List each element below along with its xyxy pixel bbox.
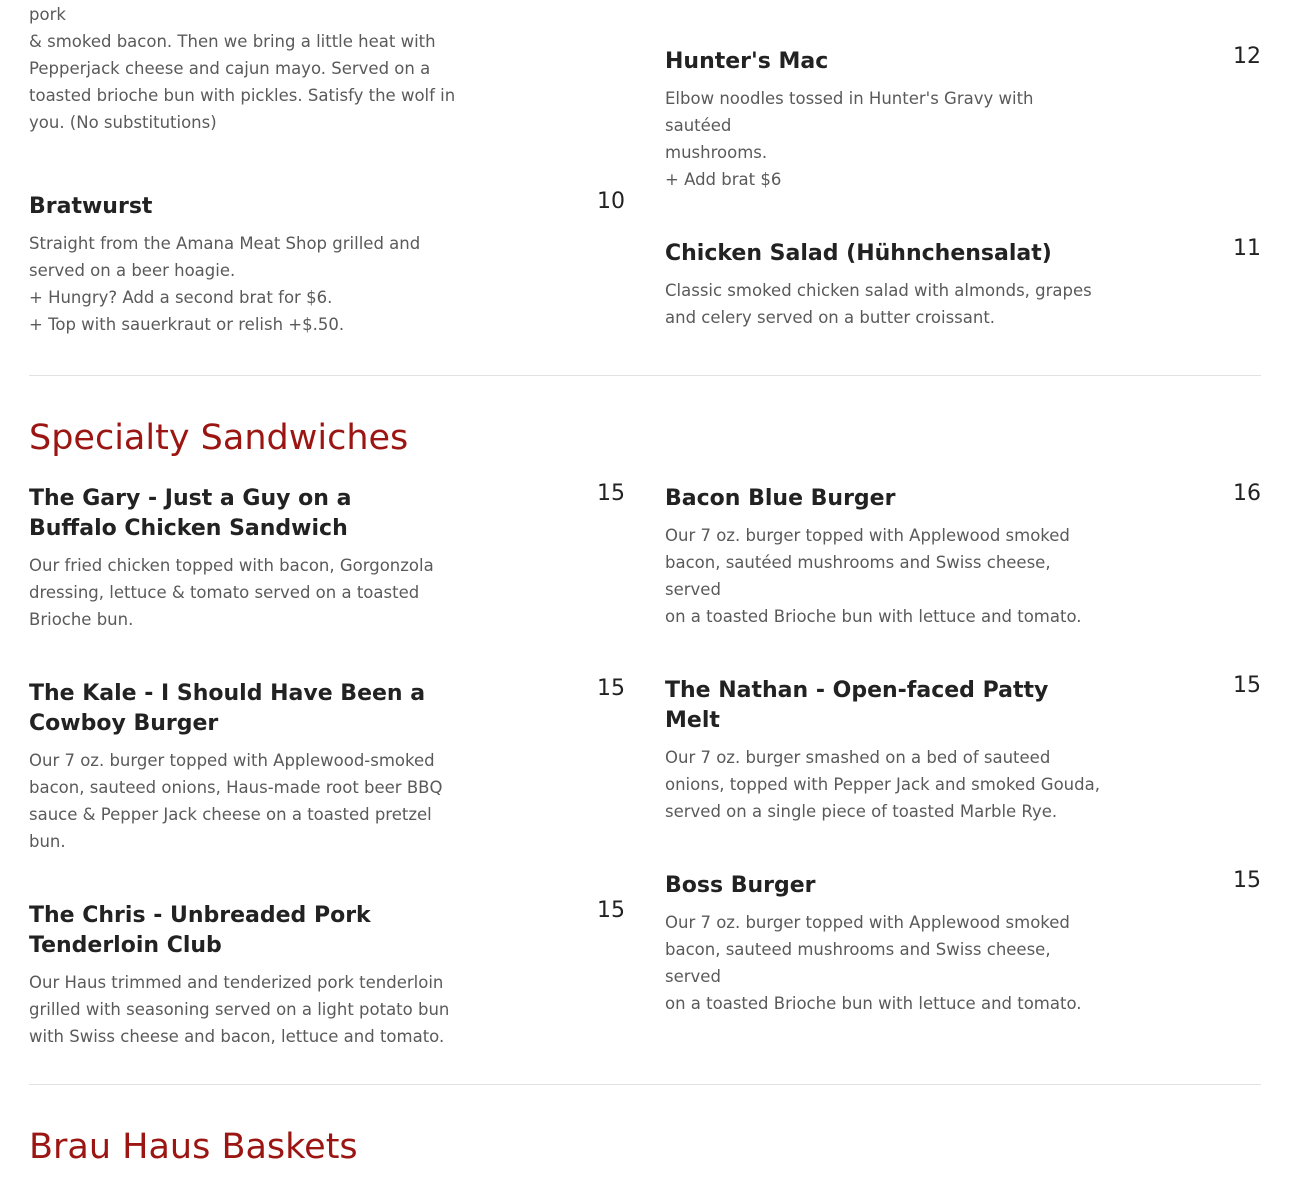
menu-item: [29, 189, 625, 338]
menu-item-description: Straight from the Amana Meat Shop grilled and served on a beer hoagie. + Hungry? Add a second brat for $6. + Top with sauerkraut or relish +$.50.: [29, 234, 421, 334]
menu-item-name: Hunter's Mac: [665, 49, 829, 74]
menu-item-name: The Chris - Unbreaded Pork Tenderloin Club: [29, 903, 371, 958]
menu-item: [29, 0, 625, 136]
menu-item-price: 12: [1233, 44, 1261, 69]
menu-item-description: Elbow noodles tossed in Hunter's Gravy with sautéed mushrooms. + Add brat $6: [665, 89, 1034, 189]
menu-item: [665, 0, 1261, 1]
menu-item-description: Our 7 oz. burger smashed on a bed of sauteed onions, topped with Pepper Jack and smoked Gouda, served on a single piece of toasted Marble Rye.: [665, 748, 1100, 821]
menu-item: [29, 676, 625, 855]
menu-item-name: The Nathan - Open-faced Patty Melt: [665, 678, 1049, 733]
menu-item-price: 15: [597, 481, 625, 506]
menu-column-right: [665, 481, 1261, 1063]
menu-item: [665, 481, 1261, 630]
sandwiches-section-continued: [29, 0, 1261, 334]
menu-column-left: [29, 481, 625, 1096]
menu-item-description: Classic smoked chicken salad with almonds, grapes and celery served on a butter croissant.: [665, 281, 1092, 327]
menu-item: [665, 868, 1261, 1017]
menu-item-description: [665, 0, 1101, 1]
section-title-brau-haus-baskets: Brau Haus Baskets: [29, 1127, 358, 1167]
menu-item-name: Bacon Blue Burger: [665, 486, 896, 511]
menu-item-description: Our 7 oz. burger topped with Applewood-smoked bacon, sauteed onions, Haus-made root beer BBQ sauce & Pepper Jack cheese on a toasted pretzel bun.: [29, 751, 443, 851]
menu-item-name: The Kale - I Should Have Been a Cowboy Burger: [29, 681, 426, 736]
menu-item-price: 15: [597, 898, 625, 923]
menu-item: [665, 236, 1261, 331]
menu-column-left: [29, 0, 625, 384]
menu-item-price: 11: [1233, 236, 1261, 261]
menu-item-description: Our fried chicken topped with bacon, Gorgonzola dressing, lettuce & tomato served on a toasted Brioche bun.: [29, 556, 434, 629]
section-divider: [29, 1084, 1261, 1085]
menu-column-right: [665, 0, 1261, 377]
menu-item-price: 15: [1233, 868, 1261, 893]
menu-item-description: pork & smoked bacon. Then we bring a little heat with Pepperjack cheese and cajun mayo. Served on a toasted brioche bun with pickles. Satisfy the wolf in you. (No substitutions): [29, 5, 456, 132]
menu-item-name: Boss Burger: [665, 873, 816, 898]
menu-item: [665, 44, 1261, 193]
section-title-specialty-sandwiches: Specialty Sandwiches: [29, 418, 409, 458]
section-divider: [29, 375, 1261, 376]
menu-item-name: Bratwurst: [29, 194, 153, 219]
menu-item-description: Our 7 oz. burger topped with Applewood smoked bacon, sautéed mushrooms and Swiss cheese, served on a toasted Brioche bun with lettuce and tomato.: [665, 526, 1082, 626]
menu-item-price: 15: [1233, 673, 1261, 698]
menu-item-price: 15: [597, 676, 625, 701]
menu-item: [29, 898, 625, 1050]
menu-item-price: 16: [1233, 481, 1261, 506]
menu-item-name: The Gary - Just a Guy on a Buffalo Chicken Sandwich: [29, 486, 352, 541]
menu-item: [665, 673, 1261, 825]
menu-item: [29, 481, 625, 633]
menu-item-description: Our 7 oz. burger topped with Applewood smoked bacon, sauteed mushrooms and Swiss cheese, served on a toasted Brioche bun with lettuce and tomato.: [665, 913, 1082, 1013]
menu-item-description: Our Haus trimmed and tenderized pork tenderloin grilled with seasoning served on a light potato bun with Swiss cheese and bacon, lettuce and tomato.: [29, 973, 450, 1046]
menu-item-price: 10: [597, 189, 625, 214]
menu-item-name: Chicken Salad (Hühnchensalat): [665, 241, 1052, 266]
